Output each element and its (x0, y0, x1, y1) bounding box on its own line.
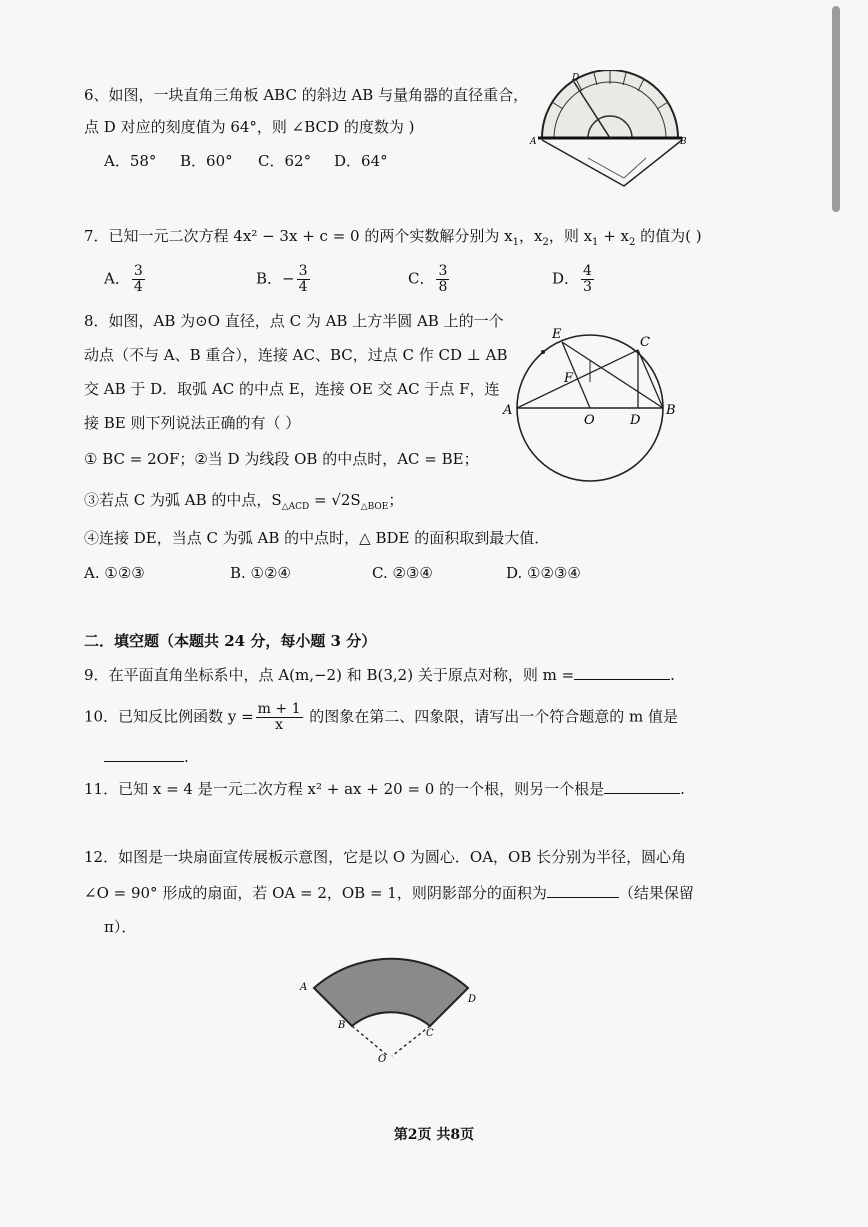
q8-line6-part: ； (388, 491, 404, 509)
q10-answer-line (104, 746, 189, 768)
option-label: A． (104, 269, 130, 288)
fraction (256, 702, 303, 733)
q8-line5: ① BC = 2OF；②当 D 为线段 OB 的中点时，AC = BE； (84, 450, 479, 468)
q6-label-b: B (680, 137, 687, 147)
q7-sub: 1 (592, 237, 599, 248)
q7-option-d (552, 264, 596, 295)
q8-option-a: A. ①②③ (84, 564, 145, 582)
q8-line7: ④连接 DE，当点 C 为弧 AB 的中点时，△ BDE 的面积取到最大值． (84, 529, 550, 547)
q8-label-o: O (584, 413, 595, 428)
q8-label-e: E (552, 327, 562, 342)
q8-line3: 交 AB 于 D．取弧 AC 的中点 E，连接 OE 交 AC 于点 F，连 (84, 380, 500, 398)
q10-post: 的图象在第二、四象限，请写出一个符合题意的 m 值是 (304, 707, 679, 726)
q12-line2 (84, 882, 694, 904)
q7-stem-part: + x (598, 227, 629, 245)
q8-line6-part: = √2S (309, 491, 361, 509)
q12-label-c: C (426, 1028, 434, 1039)
q10-answer-blank[interactable] (104, 747, 184, 762)
q8-sub: △BOE (360, 502, 389, 512)
fraction (581, 264, 594, 295)
q12-label-d: D (468, 994, 477, 1005)
q9-line (84, 664, 675, 686)
q12-label-b: B (338, 1020, 346, 1031)
q12-sector-figure (296, 944, 486, 1066)
q7-sub: 2 (629, 237, 636, 248)
q11-answer-blank[interactable] (604, 779, 680, 794)
q7-stem (84, 225, 702, 254)
denominator: 4 (298, 279, 308, 295)
option-label: D． (552, 269, 580, 288)
denominator: x (275, 717, 284, 733)
q11-tail: . (680, 780, 685, 798)
q7-sub: 1 (512, 237, 519, 248)
q11-text: 11．已知 x = 4 是一元二次方程 x² + ax + 20 = 0 的一个根，则另一个根是 (84, 780, 605, 798)
q8-sub: △ACD (281, 502, 310, 512)
option-sign: − (282, 269, 295, 288)
q11-line (84, 778, 685, 800)
denominator: 4 (133, 279, 143, 295)
q8-line1: 8．如图，AB 为⊙O 直径，点 C 为 AB 上方半圆 AB 上的一个 (84, 312, 504, 330)
page-footer: 第2页 共8页 (393, 1127, 475, 1143)
option-label: B． (256, 269, 283, 288)
q7-option-b (256, 264, 312, 295)
q8-circle-figure (500, 322, 690, 488)
fraction (436, 264, 449, 295)
option-label: C． (408, 269, 435, 288)
q12-label-a: A (300, 982, 308, 993)
q10-tail: . (184, 748, 189, 766)
section2-title: 二．填空题（本题共 24 分，每小题 3 分） (84, 632, 377, 650)
q7-option-c (408, 264, 451, 295)
q9-tail: . (670, 666, 675, 684)
q7-stem-part: 的值为( ) (635, 227, 702, 245)
q8-option-d: D. ①②③④ (506, 564, 581, 582)
q10-line (84, 702, 678, 733)
q6-option-a: A．58° (104, 152, 157, 170)
q8-label-a: A (503, 403, 513, 418)
q6-option-c: C．62° (258, 152, 312, 170)
q6-option-d: D．64° (334, 152, 388, 170)
q12-line1: 12．如图是一块扇面宣传展板示意图，它是以 O 为圆心．OA，OB 长分别为半径，圆心角 (84, 848, 687, 866)
q6-label-a: A (530, 137, 537, 147)
q7-stem-part: ，则 x (548, 227, 593, 245)
q8-label-d: D (630, 413, 641, 428)
numerator: 3 (298, 263, 308, 279)
q8-label-c: C (640, 335, 650, 350)
q12-line3: π）． (104, 918, 137, 936)
q8-line2: 动点（不与 A、B 重合），连接 AC、BC，过点 C 作 CD ⊥ AB (84, 346, 508, 364)
q12-answer-blank[interactable] (547, 883, 619, 898)
denominator: 3 (583, 279, 592, 295)
q12-line2-part: （结果保留 (618, 884, 694, 902)
q10-pre: 10．已知反比例函数 y = (84, 707, 254, 726)
q7-stem-part: 7．已知一元二次方程 4x² − 3x + c = 0 的两个实数解分别为 x (84, 227, 513, 245)
q6-line2: 点 D 对应的刻度值为 64°，则 ∠BCD 的度数为 ) (84, 118, 415, 136)
q8-line6 (84, 489, 403, 518)
q7-option-a (104, 264, 147, 295)
q8-line6-part: ③若点 C 为弧 AB 的中点，S (84, 491, 282, 509)
q7-stem-part: ，x (518, 227, 543, 245)
q8-option-c: C. ②③④ (372, 564, 433, 582)
q7-sub: 2 (542, 237, 549, 248)
q9-text: 9．在平面直角坐标系中，点 A(m,−2) 和 B(3,2) 关于原点对称，则 m = (84, 666, 575, 684)
q6-line1: 6、如图，一块直角三角板 ABC 的斜边 AB 与量角器的直径重合， (84, 86, 529, 104)
q8-option-b: B. ①②④ (230, 564, 291, 582)
scrollbar[interactable] (832, 6, 840, 212)
q6-label-d: D (572, 73, 580, 83)
denominator: 8 (438, 279, 448, 295)
q12-line2-part: ∠O = 90° 形成的扇面，若 OA = 2，OB = 1，则阴影部分的面积为 (84, 884, 547, 902)
numerator: 3 (438, 263, 448, 279)
q9-answer-blank[interactable] (574, 665, 670, 680)
q6-protractor-figure (528, 70, 690, 188)
q12-label-o: O (378, 1054, 387, 1065)
q6-option-b: B．60° (180, 152, 233, 170)
q8-label-b: B (666, 403, 676, 418)
numerator: 3 (133, 263, 143, 279)
numerator: m + 1 (257, 701, 301, 717)
q8-line4: 接 BE 则下列说法正确的有（ ） (84, 414, 301, 432)
q8-label-f: F (564, 371, 574, 386)
fraction (132, 264, 145, 295)
numerator: 4 (583, 263, 592, 279)
fraction (297, 264, 310, 295)
